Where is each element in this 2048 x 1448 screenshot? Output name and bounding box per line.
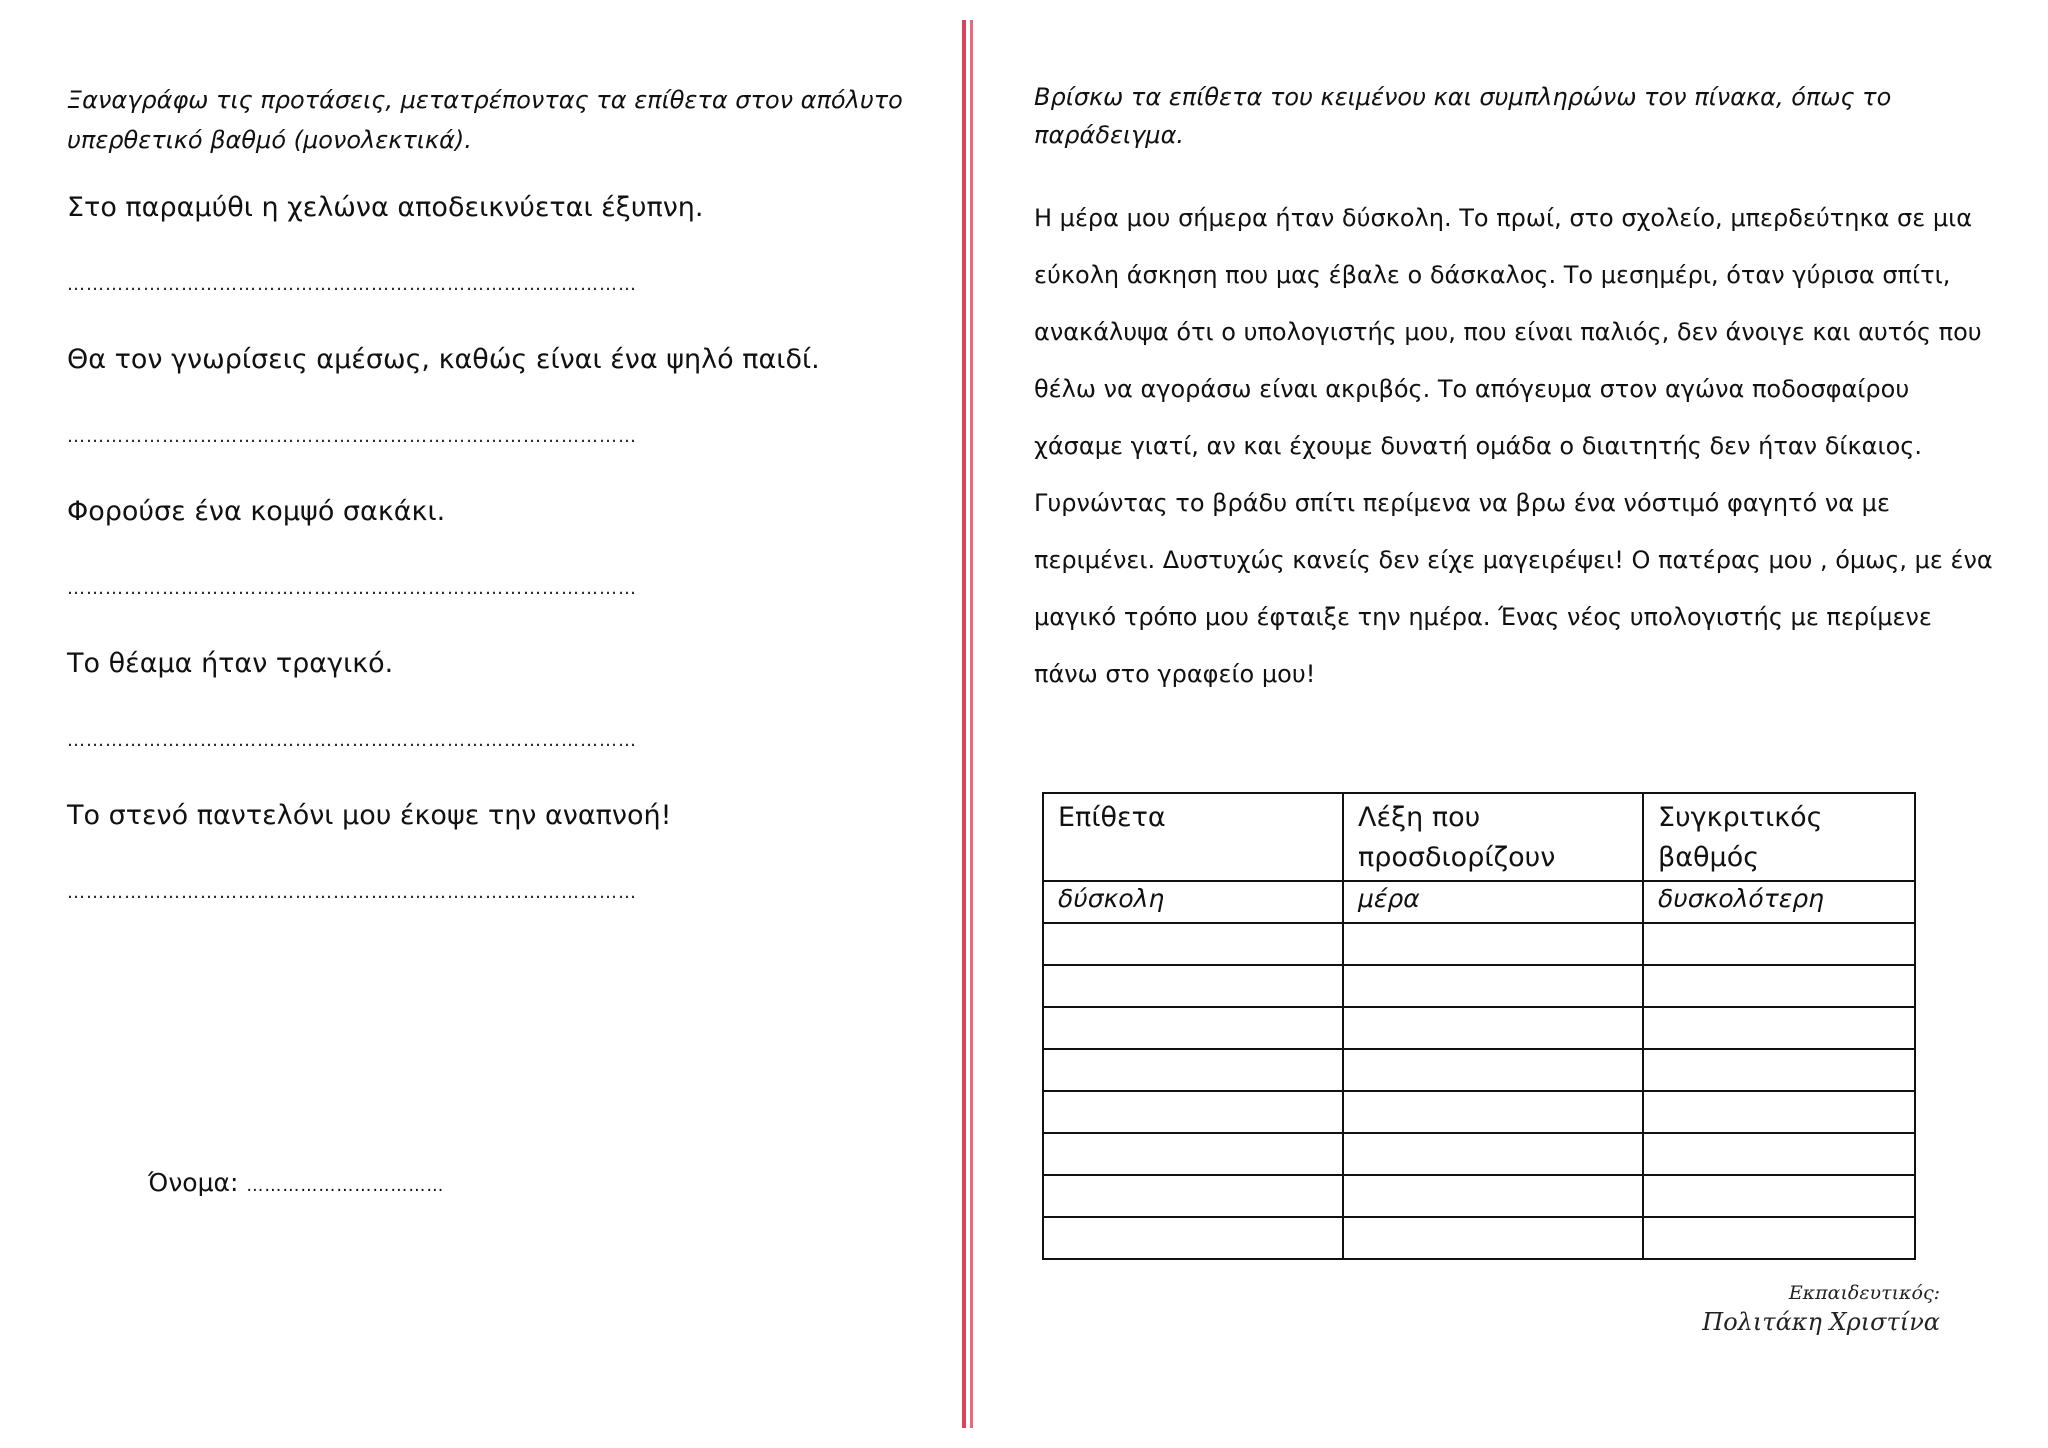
name-label: Όνομα: [148, 1168, 239, 1197]
sentence-5: Το στενό παντελόνι μου έκοψε την αναπνοή! [67, 800, 672, 831]
adjectives-table [1042, 792, 1916, 1260]
table-row [1043, 1217, 1915, 1259]
example-comparative: δυσκολότερη [1643, 881, 1915, 923]
table-row [1043, 1049, 1915, 1091]
table-example-row [1043, 881, 1915, 923]
sentence-3: Φορούσε ένα κομψό σακάκι. [67, 496, 446, 527]
table-cell[interactable] [1043, 1175, 1343, 1217]
table-cell[interactable] [1043, 1217, 1343, 1259]
teacher-name: Πολιτάκη Χριστίνα [1702, 1308, 1940, 1336]
sentence-1: Στο παραμύθι η χελώνα αποδεικνύεται έξυπνη. [67, 192, 704, 223]
table-cell[interactable] [1343, 1133, 1643, 1175]
table-row [1043, 1091, 1915, 1133]
table-row [1043, 923, 1915, 965]
answer-line-5[interactable]: ……………………………………………………………………………… [67, 882, 637, 903]
table-cell[interactable] [1643, 1175, 1915, 1217]
table-cell[interactable] [1043, 1049, 1343, 1091]
table-cell[interactable] [1043, 923, 1343, 965]
sentence-2: Θα τον γνωρίσεις αμέσως, καθώς είναι ένα ψηλό παιδί. [67, 344, 820, 375]
table-cell[interactable] [1643, 1007, 1915, 1049]
example-word: μέρα [1343, 881, 1643, 923]
table-cell[interactable] [1043, 965, 1343, 1007]
table-cell[interactable] [1643, 1091, 1915, 1133]
page-divider-inner [970, 20, 973, 1428]
table-row [1043, 1175, 1915, 1217]
table-cell[interactable] [1343, 1175, 1643, 1217]
table-cell[interactable] [1643, 1049, 1915, 1091]
table-cell[interactable] [1643, 923, 1915, 965]
table-cell[interactable] [1043, 1133, 1343, 1175]
page-divider [962, 20, 966, 1428]
table-cell[interactable] [1343, 1049, 1643, 1091]
table-cell[interactable] [1343, 923, 1643, 965]
header-word: Λέξη που προσδιορίζουν [1343, 793, 1643, 881]
table-row [1043, 1133, 1915, 1175]
story-text: Η μέρα μου σήμερα ήταν δύσκολη. Το πρωί, στο σχολείο, μπερδεύτηκα σε μια εύκολη άσκηση που μας έβαλε ο δάσκαλος. Το μεσημέρι, όταν γύρισα σπίτι, ανακάλυψα ότι ο υπολογιστής μου, που είναι παλιός, δεν άνοιγε και αυτός που θέλω να αγοράσω είναι ακριβός. Το απόγευμα στον αγώνα ποδοσφαίρου χάσαμε γιατί, αν και έχουμε δυνατή ομάδα ο διαιτητής δεν ήταν δίκαιος. Γυρνώντας το βράδυ σπίτι περίμενα να βρω ένα νόστιμό φαγητό να με περιμένει. Δυστυχώς κανείς δεν είχε μαγειρέψει! Ο πατέρας μου , όμως, με ένα μαγικό τρόπο μου έφταιξε την ημέρα. Ένας νέος υπολογιστής με περίμενε πάνω στο γραφείο μου! [1034, 204, 1993, 688]
teacher-label: Εκπαιδευτικός: [1788, 1282, 1940, 1304]
table-cell[interactable] [1643, 1217, 1915, 1259]
table-empty-rows [1043, 923, 1915, 1259]
teacher-signature [1702, 1282, 1940, 1336]
left-instruction: Ξαναγράφω τις προτάσεις, μετατρέποντας τα επίθετα στον απόλυτο υπερθετικό βαθμό (μονολεκτικά). [67, 86, 903, 154]
right-instruction: Βρίσκω τα επίθετα του κειμένου και συμπληρώνω τον πίνακα, όπως το παράδειγμα. [1034, 83, 1892, 149]
table-cell[interactable] [1643, 1133, 1915, 1175]
table-cell[interactable] [1343, 965, 1643, 1007]
table-row [1043, 965, 1915, 1007]
table-header-row [1043, 793, 1915, 881]
sentence-4: Το θέαμα ήταν τραγικό. [67, 648, 394, 679]
example-adjective: δύσκολη [1043, 881, 1343, 923]
table-cell[interactable] [1043, 1007, 1343, 1049]
answer-line-1[interactable]: ……………………………………………………………………………… [67, 274, 637, 295]
header-adjectives: Επίθετα [1043, 793, 1343, 881]
name-dots[interactable]: …………………………… [246, 1176, 445, 1196]
answer-line-2[interactable]: ……………………………………………………………………………… [67, 426, 637, 447]
answer-line-4[interactable]: ……………………………………………………………………………… [67, 730, 637, 751]
table-cell[interactable] [1343, 1007, 1643, 1049]
table-cell[interactable] [1343, 1217, 1643, 1259]
table-cell[interactable] [1043, 1091, 1343, 1133]
answer-line-3[interactable]: ……………………………………………………………………………… [67, 578, 637, 599]
table-cell[interactable] [1643, 965, 1915, 1007]
header-comparative: Συγκριτικός βαθμός [1643, 793, 1915, 881]
table-cell[interactable] [1343, 1091, 1643, 1133]
table-row [1043, 1007, 1915, 1049]
name-field[interactable] [148, 1168, 444, 1197]
